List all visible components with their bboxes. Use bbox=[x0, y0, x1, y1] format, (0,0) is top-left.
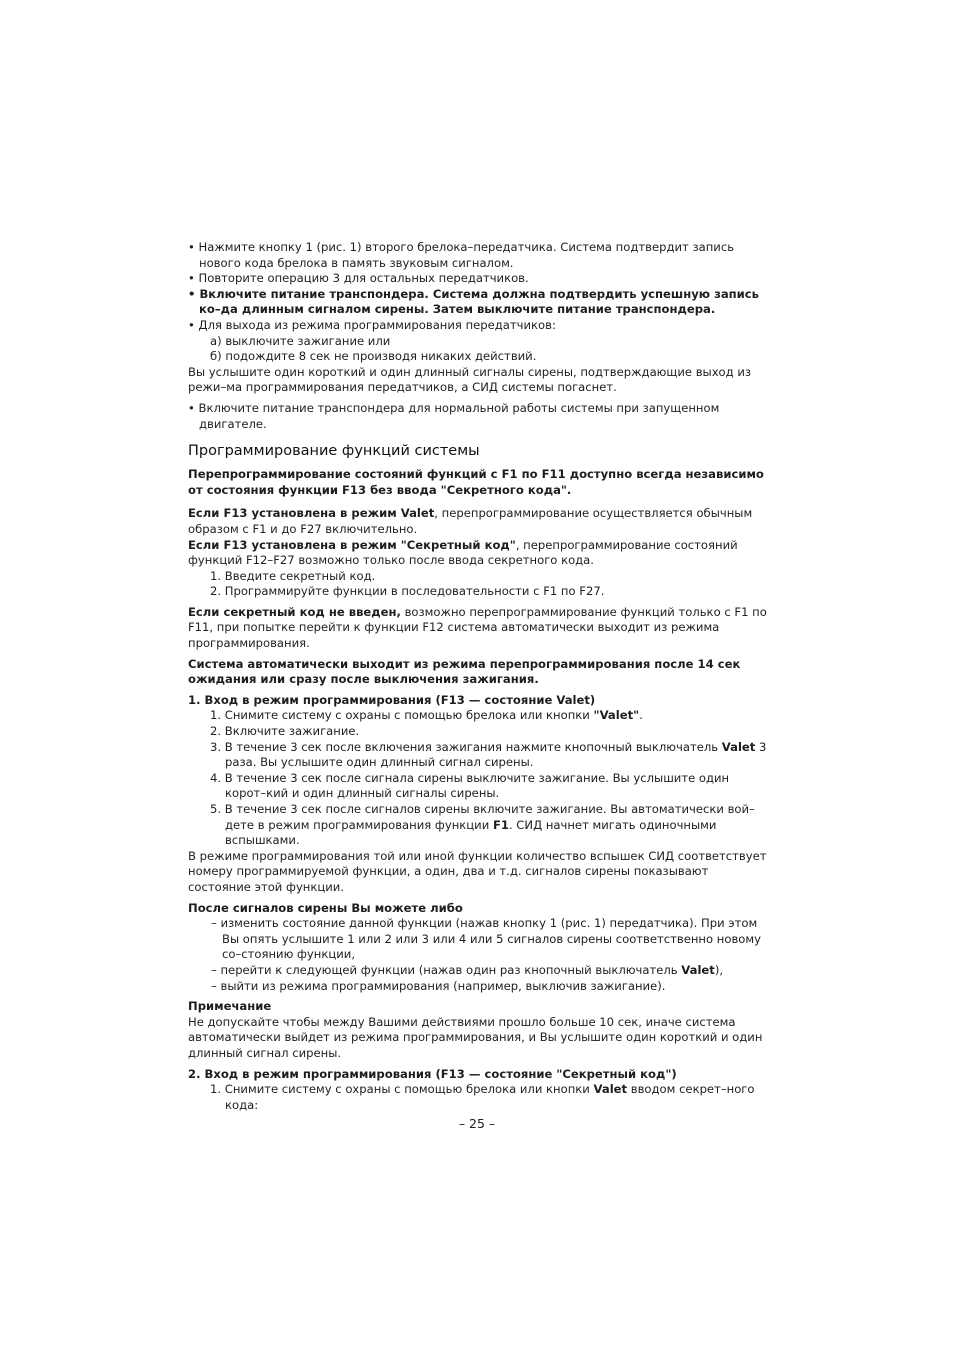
step1-item-1: 1. Снимите систему с охраны с помощью брелока или кнопки "Valet". bbox=[210, 708, 643, 723]
reprog-note: Перепрограммирование состояний функций с F1 по F11 доступно всегда независимо от состояния функции F13 без ввода "Секретного кода". bbox=[188, 467, 764, 497]
note-title: Примечание bbox=[188, 999, 272, 1014]
bullet-repeat-operation: • Повторите операцию 3 для остальных передатчиков. bbox=[188, 271, 529, 286]
exit-result: Вы услышите один короткий и один длинный сигналы сирены, подтверждающие выход из режи–ма программирования передатчиков, а СИД системы погаснет. bbox=[188, 364, 752, 395]
auto-exit-note: Система автоматически выходит из режима перепрограммирования после 14 сек ожидания или сразу после выключения зажигания. bbox=[188, 656, 741, 687]
step1-item-3: 3. В течение 3 сек после включения зажигания нажмите кнопочный выключатель Valet 3 раза. Вы услышите один длинный сигнал сирены. bbox=[210, 739, 767, 770]
secret-step-2: 2. Программируйте функции в последовательности с F1 по F27. bbox=[210, 584, 605, 599]
note-text: Не допускайте чтобы между Вашими действиями прошло больше 10 сек, иначе система автоматически выйдет из режима программирования, и Вы услышите один короткий и один длинный сигнал сирены. bbox=[188, 1014, 763, 1060]
document-page bbox=[188, 240, 773, 1113]
page-number: – 25 – bbox=[458, 1116, 496, 1131]
secret-step-1: 1. Введите секретный код. bbox=[210, 568, 376, 583]
after-signals-title: После сигналов сирены Вы можете либо bbox=[188, 900, 463, 915]
step1-item-4: 4. В течение 3 сек после сигнала сирены выключите зажигание. Вы услышите один корот–кий и один длинный сигналы сирены. bbox=[210, 770, 730, 801]
option-change-state: – изменить состояние данной функции (нажав кнопку 1 (рис. 1) передатчика). При этом Вы опять услышите 1 или 2 или 3 или 4 или 5 сигналов сирены соответственно новому со–стоянию функции, bbox=[211, 916, 761, 962]
option-next-function: – перейти к следующей функции (нажав один раз кнопочный выключатель Valet), bbox=[211, 962, 724, 977]
option-exit: – выйти из режима программирования (например, выключив зажигание). bbox=[211, 978, 666, 993]
valet-mode-paragraph: Если F13 установлена в режим Valet, перепрограммирование осуществляется обычным образом с F1 и до F27 включительно. bbox=[188, 506, 753, 536]
step2-item-1: 1. Снимите систему с охраны с помощью брелока или кнопки Valet вводом секрет–ного кода: bbox=[210, 1082, 755, 1112]
step1-item-2: 2. Включите зажигание. bbox=[210, 724, 360, 739]
step1-item-5: 5. В течение 3 сек после сигналов сирены включите зажигание. Вы автоматически вой–дете в режим программирования функции F1. СИД начнет мигать одиночными вспышками. bbox=[210, 802, 755, 848]
exit-step-a: а) выключите зажигание или bbox=[210, 333, 391, 348]
bullet-transponder-normal: • Включите питание транспондера для нормальной работы системы при запущенном двигателе. bbox=[188, 400, 720, 431]
step1-title: 1. Вход в режим программирования (F13 — состояние Valet) bbox=[188, 692, 596, 707]
bullet-press-button: • Нажмите кнопку 1 (рис. 1) второго брелока–передатчика. Система подтвердит запись нового кода брелока в память звуковым сигналом. bbox=[188, 240, 735, 270]
secret-mode-paragraph: Если F13 установлена в режим "Секретный код", перепрограммирование состояний функций F12–F27 возможно только после ввода секретного кода. bbox=[188, 537, 738, 568]
bullet-exit-mode: • Для выхода из режима программирования передатчиков: bbox=[188, 317, 556, 332]
bullet-transponder-on: • Включите питание транспондера. Система должна подтвердить успешную запись ко–да длинным сигналом сирены. Затем выключите питание транспондера. bbox=[188, 286, 760, 317]
flash-info: В режиме программирования той или иной функции количество вспышек СИД соответствует номеру программируемой функции, а один, два и т.д. сигналов сирены показывают состояние этой функции. bbox=[188, 848, 767, 894]
exit-step-b: б) подождите 8 сек не производя никаких действий. bbox=[210, 349, 537, 364]
no-code-paragraph: Если секретный код не введен, возможно перепрограммирование функций только с F1 по F11, при попытке перейти к функции F12 система автоматически выходит из режима программирования. bbox=[188, 604, 767, 651]
step2-title: 2. Вход в режим программирования (F13 — состояние "Секретный код") bbox=[188, 1066, 677, 1081]
section-title: Программирование функций системы bbox=[188, 443, 480, 460]
